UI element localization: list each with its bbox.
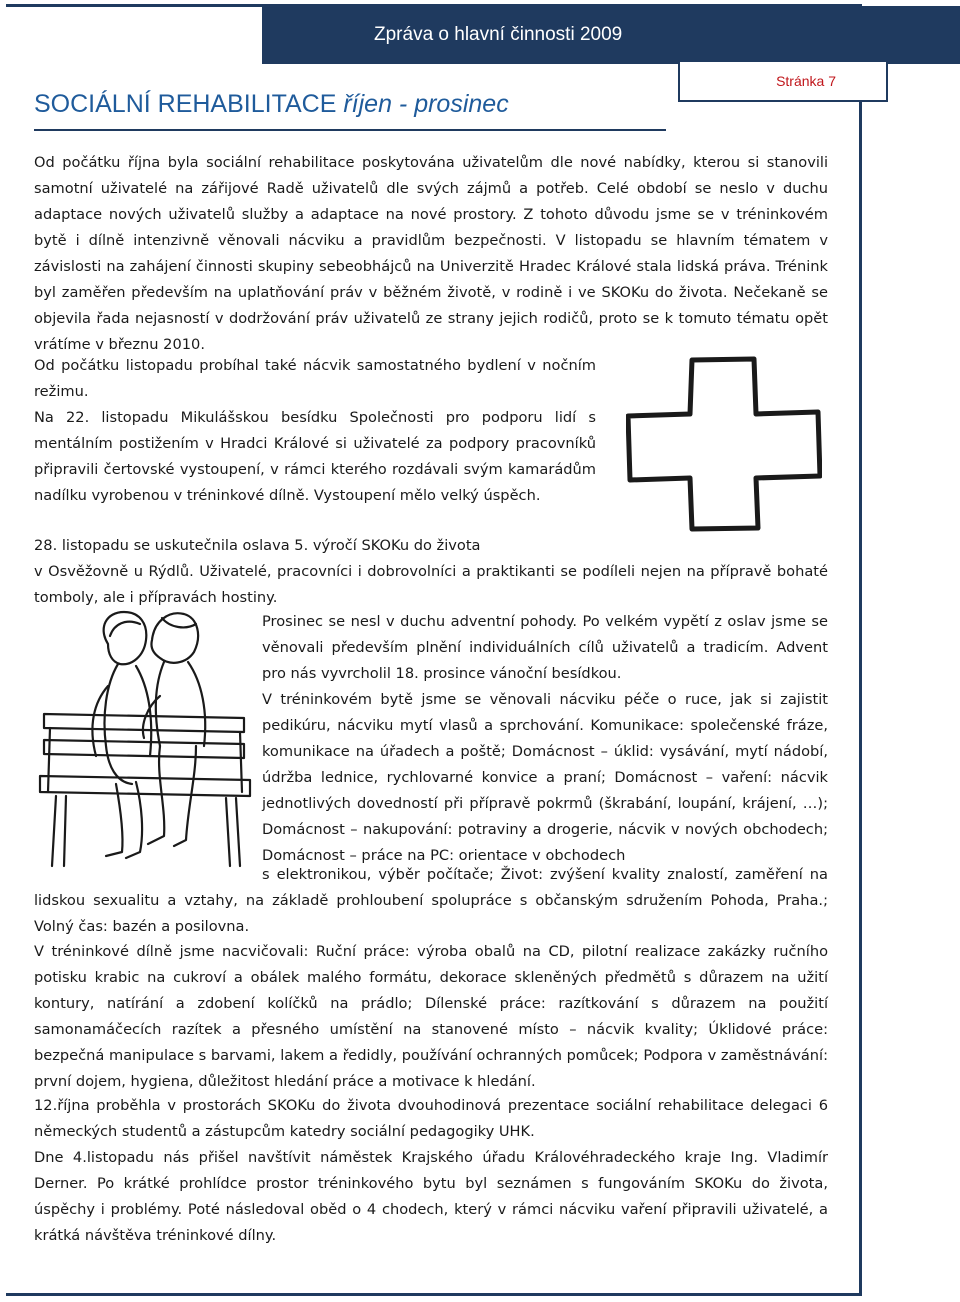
- paragraph-intro: Od počátku října byla sociální rehabilitace poskytována uživatelům dle nové nabídky, kterou si stanovili samotní uživatelé na zářijové Radě uživatelů dle svých zájmů a potřeb. Celé období se neslo v duchu adaptace nových uživatelů služby a adaptace na nové prostory. Z tohoto důvodu jsme se v tréninkovém bytě i dílně intenzivně věnovali nácviku a pravidlům bezpečnosti. V listopadu se hlavním tématem v závislosti na zahájení činnosti skupiny sebeobhájců na Univerzitě Hradec Králové stala lidská práva. Trénink byl zaměřen především na uplatňování práv v běžném životě, v rodině i ve SKOKu do života. Nečekaně se objevila řada nejasností v dodržování práv uživatelů ze strany jejich rodičů, proto se k tomuto tématu opět vrátíme v březnu 2010.: [34, 154, 828, 353]
- section-title: [34, 90, 666, 131]
- paragraph-visit: Dne 4.listopadu nás přišel navštívit náměstek Krajského úřadu Královéhradeckého kraje Ing. Vladimír Derner. Po krátké prohlídce prostor tréninkového bytu byl seznámen s fungováním SKOKu do života, úspěchy i problémy. Poté následoval oběd o 4 chodech, který v rámci nácviku vaření připravili uživatelé, a krátká návštěva tréninkové dílny.: [34, 1149, 828, 1244]
- cross-icon: [626, 356, 822, 532]
- report-header: [262, 6, 902, 64]
- paragraph-night-living: Od počátku listopadu probíhal také nácvik samostatného bydlení v nočním režimu.: [34, 357, 596, 400]
- paragraph-anniversary-b: v Osvěžovně u Rýdlů. Uživatelé, pracovníci i dobrovolníci a praktikanti se podíleli nejen na přípravě bohaté tomboly, ale i přípravách hostiny.: [34, 563, 828, 606]
- section-title-main: SOCIÁLNÍ REHABILITACE: [34, 90, 344, 118]
- header-accent-bar: [902, 6, 960, 64]
- paragraph-mikulas: Na 22. listopadu Mikulášskou besídku Společnosti pro podporu lidí s mentálním postižením v Hradci Králové si uživatelé za podpory pracovníků připravili čertovské vystoupení, v rámci kterého rozdávali svým kamarádům nadílku vyrobenou v tréninkové dílně. Vystoupení mělo velký úspěch.: [34, 409, 596, 504]
- paragraph-training-flat-b: s elektronikou, výběr počítače; Život: zvýšení kvality znalostí, zaměření na lidskou sexualitu a vztahy, na základě prohloubení spolupráce s občanským sdružením Pohoda, Praha.; Volný čas: bazén a posilovna.: [34, 866, 828, 935]
- page-number-box: [678, 62, 888, 102]
- couple-on-bench-drawing: [36, 606, 256, 874]
- paragraph-training-flat-a: V tréninkovém bytě jsme se věnovali nácviku péče o ruce, jak si zajistit pedikúru, nácviku mytí vlasů a sprchování. Komunikace: společenské fráze, komunikace na úřadech a poště; Domácnost – úklid: vysávání, mytí nádobí, údržba lednice, rychlovarné konvice a praní; Domácnost – vaření: nácvik jednotlivých dovedností při přípravě pokrmů (škrabání, loupání, krájení, …); Domácnost – nakupování: potraviny a drogerie, nácvik v nových obchodech; Domácnost – práce na PC: orientace v obchodech: [262, 691, 828, 864]
- paragraph-advent: Prosinec se nesl v duchu adventní pohody. Po velkém vypětí z oslav jsme se věnovali především plnění individuálních cílů uživatelů a tradicím. Advent pro nás vyvrcholil 18. prosince vánoční besídkou.: [262, 613, 828, 682]
- section-title-period: říjen - prosinec: [343, 90, 509, 118]
- page-number: Stránka 7: [776, 73, 836, 89]
- paragraph-anniversary-a: 28. listopadu se uskutečnila oslava 5. výročí SKOKu do života: [34, 537, 481, 554]
- report-title: Zpráva o hlavní činnosti 2009: [374, 24, 623, 45]
- paragraph-workshop: V tréninkové dílně jsme nacvičovali: Ruční práce: výroba obalů na CD, pilotní realizace zakázky ručního potisku krabic na cukroví a obálek malého formátu, dekorace skleněných předmětů s důrazem na užití kontury, natírání a zdobení kolíčků na prádlo; Dílenské práce: razítkování s důrazem na použití samonamáčecích razítek a přesného umístění na stanovené místo – nácvik kvality; Úklidové práce: bezpečná manipulace s barvami, lakem a ředidly, používání ochranných pomůcek; Podpora v zaměstnávání: první dojem, hygiena, důležitost hledání práce a motivace k hledání.: [34, 943, 828, 1090]
- paragraph-delegation: 12.října proběhla v prostorách SKOKu do života dvouhodinová prezentace sociální rehabilitace delegaci 6 německých studentů a zástupcům katedry sociální pedagogiky UHK.: [34, 1097, 828, 1140]
